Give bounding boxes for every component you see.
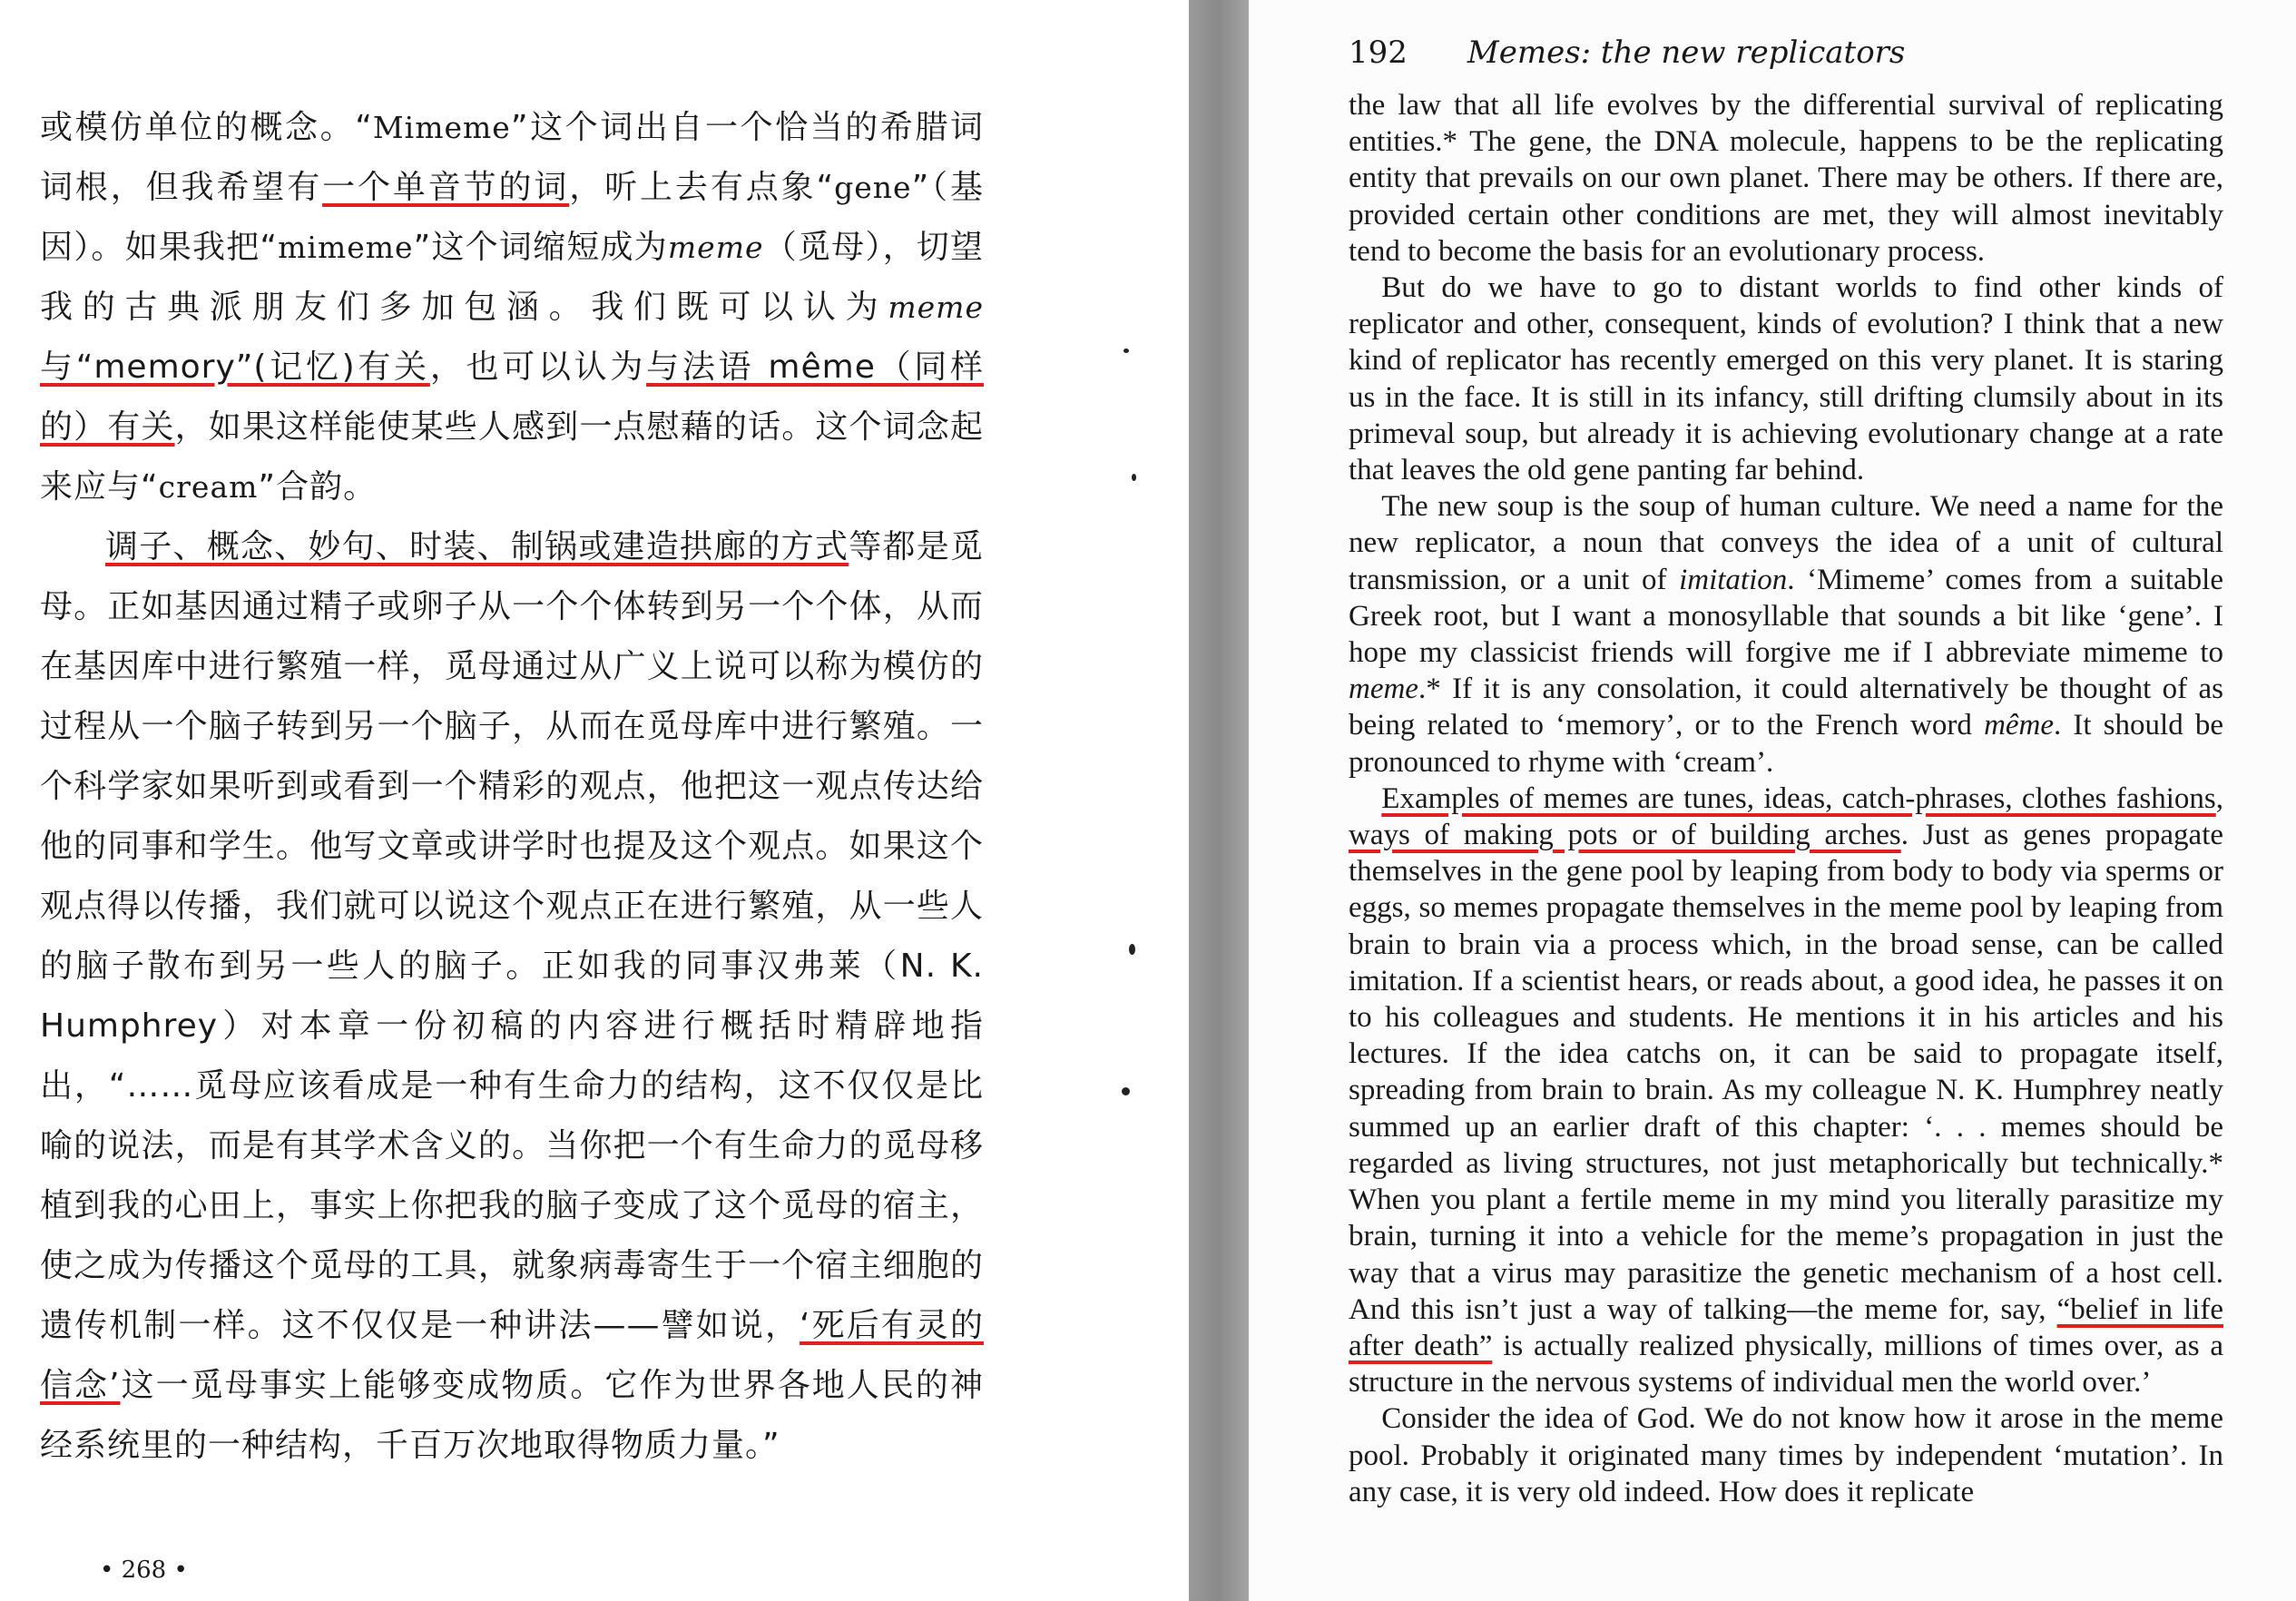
underline-belief-en: “belief in life after death” <box>1349 1292 2223 1362</box>
chinese-paragraph-1: 或模仿单位的概念。“Mimeme”这个词出自一个恰当的希腊词词根，但我希望有一个单音节的词，听上去有点象“gene”（基因）。如果我把“mimeme”这个词缩短成为meme（觅母），切望我的古典派朋友们多加包涵。我们既可以认为meme 与“memory”(记忆)有关，也可以认为与法语 même（同样的）有关，如果这样能使某些人感到一点慰藉的话。这个词念起来应与“cream”合韵。 <box>40 109 984 506</box>
english-paragraph-1: the law that all life evolves by the differential survival of replicating entities.* The gene, the DNA molecule, happens to be the replicating entity that prevails on our own planet. There may be others. If there are, provided certain other conditions are met, they will almost inevitably tend to become the basis for an evolutionary process. <box>1349 89 2223 268</box>
underline-meme-french: 与法语 même（同样的）有关 <box>40 349 984 446</box>
scan-speck <box>1132 474 1136 481</box>
scan-speck <box>1129 944 1135 955</box>
english-paragraph-3: The new soup is the soup of human culture. We need a name for the new replicator, a noun that conveys the idea of a unit of cultural transmission, or a unit of imitation. ‘Mimeme’ comes from a suitable Greek root, but I want a monosyllable that sounds a bit like ‘gene’. I hope my classicist friends will forgive me if I abbreviate mimeme to meme.* If it is any consolation, it could alternatively be thought of as being related to ‘memory’, or to the French word même. It should be pronounced to rhyme with ‘cream’. <box>1349 490 2223 779</box>
underline-monosyllable: 一个单音节的词 <box>322 169 570 206</box>
running-header <box>1349 34 1905 71</box>
scan-speck <box>1123 349 1129 353</box>
scan-speck <box>1122 1087 1130 1095</box>
chinese-body-text <box>40 98 984 1476</box>
underline-ways-en: ways of making pots or of building arches <box>1349 819 1901 852</box>
right-page-english <box>1249 0 2296 1601</box>
chapter-title: Memes: the new replicators <box>1467 34 1906 71</box>
underline-belief: ‘死后有灵的信念’ <box>40 1307 984 1404</box>
chinese-paragraph-2: 调子、概念、妙句、时装、制锅或建造拱廊的方式等都是觅母。正如基因通过精子或卵子从一个个体转到另一个个体，从而在基因库中进行繁殖一样，觅母通过从广义上说可以称为模仿的过程从一个脑子转到另一个脑子，从而在觅母库中进行繁殖。一个科学家如果听到或看到一个精彩的观点，他把这一观点传达给他的同事和学生。他写文章或讲学时也提及这个观点。如果这个观点得以传播，我们就可以说这个观点正在进行繁殖，从一些人的脑子散布到另一些人的脑子。正如我的同事汉弗莱（N. K. Humphrey）对本章一份初稿的内容进行概括时精辟地指出，“……觅母应该看成是一种有生命力的结构，这不仅仅是比喻的说法，而是有其学术含义的。当你把一个有生命力的觅母移植到我的心田上，事实上你把我的脑子变成了这个觅母的宿主，使之成为传播这个觅母的工具，就象病毒寄生于一个宿主细胞的遗传机制一样。这不仅仅是一种讲法——譬如说，‘死后有灵的信念’这一觅母事实上能够变成物质。它作为世界各地人民的神经系统里的一种结构，千百万次地取得物质力量。” <box>40 528 984 1464</box>
english-paragraph-5: Consider the idea of God. We do not know how it arose in the meme pool. Probably it originated many times by independent ‘mutation’. In any case, it is very old indeed. How does it replicate <box>1349 1402 2223 1508</box>
left-page-number: • 268 • <box>100 1557 188 1584</box>
book-gutter <box>1189 0 1249 1601</box>
english-body-text <box>1349 87 2223 1510</box>
right-page-number: 192 <box>1349 34 1408 71</box>
underline-memory: 与“memory”(记忆)有关 <box>40 349 430 386</box>
underline-examples-en: Examples of memes are tunes, ideas, catch-phrases, clothes fashions <box>1381 781 2216 815</box>
english-paragraph-4: Examples of memes are tunes, ideas, catch-phrases, clothes fashions, ways of making pots or of building arches. Just as genes propagate themselves in the gene pool by leaping from body to body via sperms or eggs, so memes propagate themselves in the meme pool by leaping from brain to brain via a process which, in the broad sense, can be called imitation. If a scientist hears, or reads about, a good idea, he passes it on to his colleagues and students. He mentions it in his articles and his lectures. If the idea catchs on, it can be said to propagate itself, spreading from brain to brain. As my colleague N. K. Humphrey neatly summed up an earlier draft of this chapter: ‘. . . memes should be regarded as living structures, not just metaphorically but technically.* When you plant a fertile meme in my mind you literally parasitize my brain, turning it into a vehicle for the meme’s propagation in just the way that a virus may parasitize the genetic mechanism of a host cell. And this isn’t just a way of talking—the meme for, say, “belief in life after death” is actually realized physically, millions of times over, as a structure in the nervous systems of individual men the world over.’ <box>1349 781 2224 1400</box>
english-paragraph-2: But do we have to go to distant worlds to find other kinds of replicator and other, consequent, kinds of evolution? I think that a new kind of replicator has recently emerged on this very planet. It is staring us in the face. It is still in its infancy, still drifting clumsily about in its primeval soup, but already it is achieving evolutionary change at a rate that leaves the old gene panting far behind. <box>1349 271 2223 487</box>
underline-examples: 调子、概念、妙句、时装、制锅或建造拱廊的方式 <box>105 528 849 565</box>
